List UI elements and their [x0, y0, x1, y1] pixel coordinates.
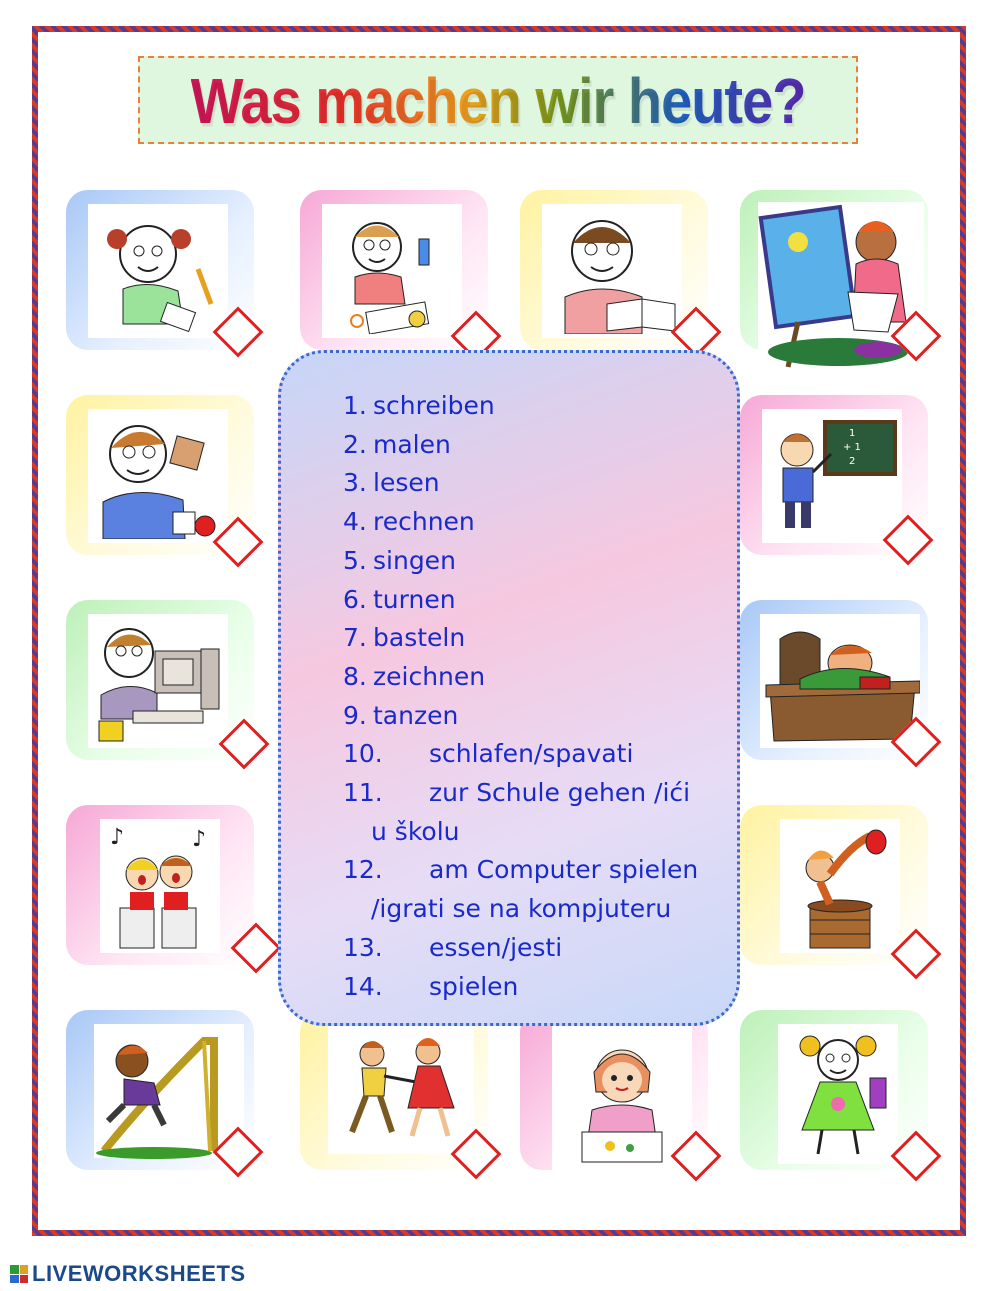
- item-text: basteln: [373, 623, 466, 653]
- sleeping-boy-image: [760, 614, 920, 748]
- vocabulary-item: [343, 968, 733, 1007]
- vocabulary-panel: [278, 350, 740, 1026]
- item-number: 8.: [343, 661, 367, 691]
- item-text: essen/jesti: [429, 932, 563, 962]
- footer-logo: [10, 1262, 246, 1286]
- item-text: lesen: [373, 468, 440, 498]
- vocabulary-item: [343, 658, 733, 697]
- vocabulary-item-continuation: /igrati se na kompjuteru: [371, 894, 672, 924]
- vocabulary-item: [343, 851, 733, 890]
- item-number: 2.: [343, 429, 367, 459]
- item-text: spielen: [429, 971, 519, 1001]
- item-number: 7.: [343, 623, 367, 653]
- vocabulary-item: [343, 735, 733, 774]
- item-number: 4.: [343, 507, 367, 537]
- vocabulary-item: [343, 503, 733, 542]
- painting-girl-image: [758, 202, 924, 372]
- crafting-girl-image: [322, 204, 462, 338]
- svg-text:+ 1: + 1: [843, 441, 861, 453]
- vocabulary-item: [343, 929, 733, 968]
- item-text: malen: [373, 429, 451, 459]
- item-number: 5.: [343, 545, 367, 575]
- item-number: 12.: [343, 855, 383, 885]
- calculating-boy-image: [762, 409, 902, 543]
- item-number: 10.: [343, 739, 383, 769]
- item-text: turnen: [373, 584, 456, 614]
- title-banner: [138, 56, 858, 144]
- item-text: singen: [373, 545, 456, 575]
- svg-text:1: 1: [849, 427, 856, 439]
- liveworksheets-logo-icon: [10, 1265, 28, 1283]
- reading-boy-image: [542, 204, 682, 338]
- item-number: 6.: [343, 584, 367, 614]
- item-text: rechnen: [373, 507, 475, 537]
- svg-text:♪: ♪: [110, 825, 125, 850]
- vocabulary-list: [343, 387, 733, 1006]
- item-text: zeichnen: [373, 661, 486, 691]
- item-text: am Computer spielen: [429, 855, 699, 885]
- item-number: 13.: [343, 932, 383, 962]
- item-number: 14.: [343, 971, 383, 1001]
- item-text: schreiben: [373, 391, 495, 420]
- brand-name: LIVEWORKSHEETS: [32, 1261, 246, 1286]
- dancing-couple-image: [328, 1024, 474, 1154]
- writing-girl-image: [88, 204, 228, 338]
- vocabulary-item: [343, 426, 733, 465]
- item-number: 9.: [343, 700, 367, 730]
- vocabulary-item: [343, 619, 733, 658]
- item-text: schlafen/spavati: [429, 739, 634, 769]
- vocabulary-item: [343, 387, 733, 426]
- card-gymnastics-boy: [740, 805, 928, 965]
- vocabulary-item-continuation: u školu: [371, 816, 460, 846]
- card-singing-kids: [66, 805, 254, 965]
- eating-boy-image: [88, 409, 228, 543]
- vocabulary-item: [343, 774, 733, 813]
- item-number: 1.: [343, 391, 367, 420]
- item-text: zur Schule gehen /ići: [429, 778, 691, 808]
- page-title: Was machen wir heute?: [190, 63, 806, 137]
- vocabulary-item: [343, 581, 733, 620]
- computer-boy-image: [88, 614, 228, 748]
- item-text: tanzen: [373, 700, 459, 730]
- slide-boy-image: [94, 1024, 244, 1158]
- singing-kids-image: [100, 819, 220, 953]
- svg-text:♪: ♪: [192, 827, 207, 852]
- vocabulary-item: [343, 464, 733, 503]
- item-number: 11.: [343, 778, 383, 808]
- gymnastics-boy-image: [780, 819, 900, 953]
- vocabulary-item: [343, 542, 733, 581]
- svg-text:2: 2: [849, 455, 856, 467]
- item-number: 3.: [343, 468, 367, 498]
- school-girl-image: [778, 1024, 898, 1164]
- vocabulary-item: [343, 697, 733, 736]
- drawing-girl-image: [552, 1020, 692, 1170]
